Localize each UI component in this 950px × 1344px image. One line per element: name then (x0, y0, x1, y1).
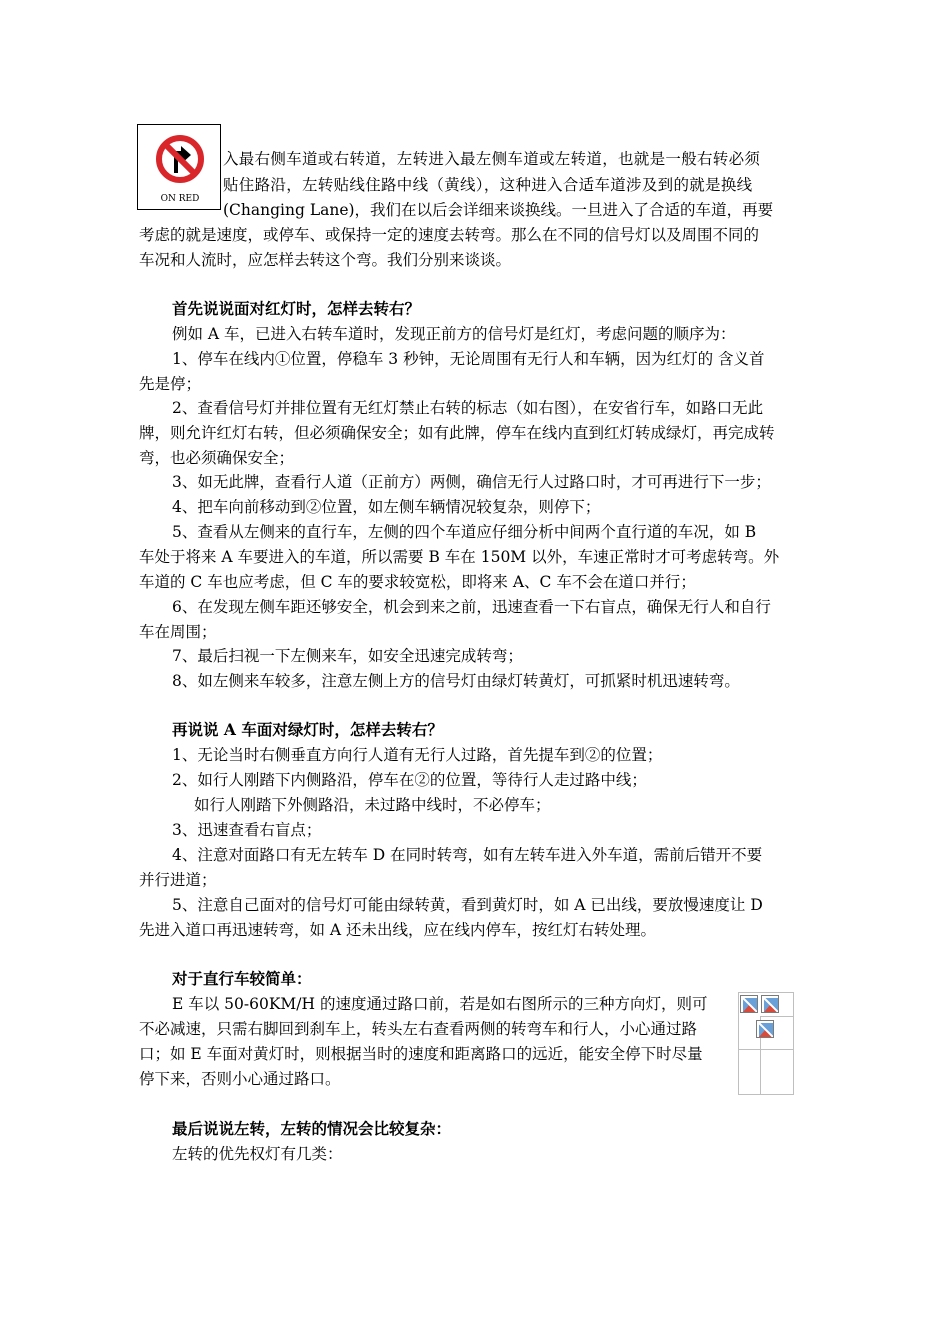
section3-line: 停下来，否则小心通过路口。 (139, 1070, 341, 1088)
section-heading-straight: 对于直行车较简单： (172, 969, 312, 988)
section1-line: 1、停车在线内①位置，停稳车 3 秒钟，无论周围有无行人和车辆，因为红灯的 含义首 (172, 350, 765, 368)
section2-line: 3、迅速查看右盲点； (172, 821, 322, 839)
section1-line: 8、如左侧来车较多，注意左侧上方的信号灯由绿灯转黄灯，可抓紧时机迅速转弯。 (172, 672, 740, 690)
section2-line: 2、如行人刚踏下内侧路沿，停车在②的位置，等待行人走过路中线； (172, 771, 647, 789)
section-heading-green-light: 再说说 A 车面对绿灯时，怎样去转右？ (172, 720, 443, 739)
section2-line: 1、无论当时右侧垂直方向行人道有无行人过路，首先提车到②的位置； (172, 746, 663, 764)
section1-line: 3、如无此牌，查看行人道（正前方）两侧，确信无行人过路口时，才可再进行下一步； (172, 473, 771, 491)
section1-line: 车处于将来 A 车要进入的车道，所以需要 B 车在 150M 以外，车速正常时才可考虑转弯。外 (139, 548, 780, 566)
section4-line: 左转的优先权灯有几类： (172, 1145, 343, 1163)
image-placeholder-icon (740, 995, 758, 1013)
intro-line: 车况和人流时，应怎样去转这个弯。我们分别来谈谈。 (139, 251, 512, 269)
section3-line: 不必减速，只需右脚回到刹车上，转头左右查看两侧的转弯车和行人，小心通过路 (139, 1020, 698, 1038)
section1-line: 车道的 C 车也应考虑，但 C 车的要求较宽松，即将来 A、C 车不会在道口并行； (139, 573, 696, 591)
section-heading-red-light: 首先说说面对红灯时，怎样去转右？ (172, 299, 421, 318)
section1-line: 2、查看信号灯并排位置有无红灯禁止右转的标志（如右图），在安省行车，如路口无此 (172, 399, 764, 417)
section-heading-left-turn: 最后说说左转，左转的情况会比较复杂： (172, 1119, 452, 1138)
section2-line: 5、注意自己面对的信号灯可能由绿转黄，看到黄灯时，如 A 已出线，要放慢速度让 D (172, 896, 763, 914)
section1-line: 5、查看从左侧来的直行车，左侧的四个车道应仔细分析中间两个直行道的车况，如 B (172, 523, 757, 541)
intro-line: 入最右侧车道或右转道，左转进入最左侧车道或左转道，也就是一般右转必须 (223, 150, 761, 168)
section3-line: 口；如 E 车面对黄灯时，则根据当时的速度和距离路口的远近，能安全停下时尽量 (139, 1045, 703, 1063)
section1-line: 6、在发现左侧车距还够安全，机会到来之前，迅速查看一下右盲点，确保无行人和自行 (172, 598, 771, 616)
section1-line: 弯，也必须确保安全； (139, 449, 295, 467)
section1-line: 先是停； (139, 375, 202, 393)
no-right-turn-on-red-sign (137, 124, 221, 210)
image-placeholder-icon (761, 995, 779, 1013)
intro-line: 考虑的就是速度，或停车、或保持一定的速度去转弯。那么在不同的信号灯以及周围不同的 (139, 226, 760, 244)
section1-line: 4、把车向前移动到②位置，如左侧车辆情况较复杂，则停下； (172, 498, 601, 516)
section2-line: 并行进道； (139, 871, 217, 889)
section2-line: 4、注意对面路口有无左转车 D 在同时转弯，如有左转车进入外车道，需前后错开不要 (172, 846, 763, 864)
image-placeholder-icon (756, 1020, 774, 1038)
intro-line: 贴住路沿，左转贴线住路中线（黄线），这种进入合适车道涉及到的就是换线 (223, 176, 753, 194)
section1-line: 牌，则允许红灯右转，但必须确保安全；如有此牌，停车在线内直到红灯转成绿灯，再完成转 (139, 424, 775, 442)
traffic-light-figure (738, 992, 794, 1095)
section1-line: 例如 A 车，已进入右转车道时，发现正前方的信号灯是红灯，考虑问题的顺序为： (172, 325, 736, 343)
intro-line: (Changing Lane)，我们在以后会详细来谈换线。一旦进入了合适的车道，再要 (223, 201, 774, 219)
section1-line: 7、最后扫视一下左侧来车，如安全迅速完成转弯； (172, 647, 523, 665)
section3-line: E 车以 50-60KM/H 的速度通过路口前，若是如右图所示的三种方向灯，则可 (172, 995, 708, 1013)
section2-line: 先进入道口再迅速转弯，如 A 还未出线，应在线内停车，按红灯右转处理。 (139, 921, 657, 939)
section1-line: 车在周围； (139, 623, 217, 641)
section2-line: 如行人刚踏下外侧路沿，未过路中线时，不必停车； (194, 796, 551, 814)
sign-caption: ON RED (160, 194, 200, 204)
